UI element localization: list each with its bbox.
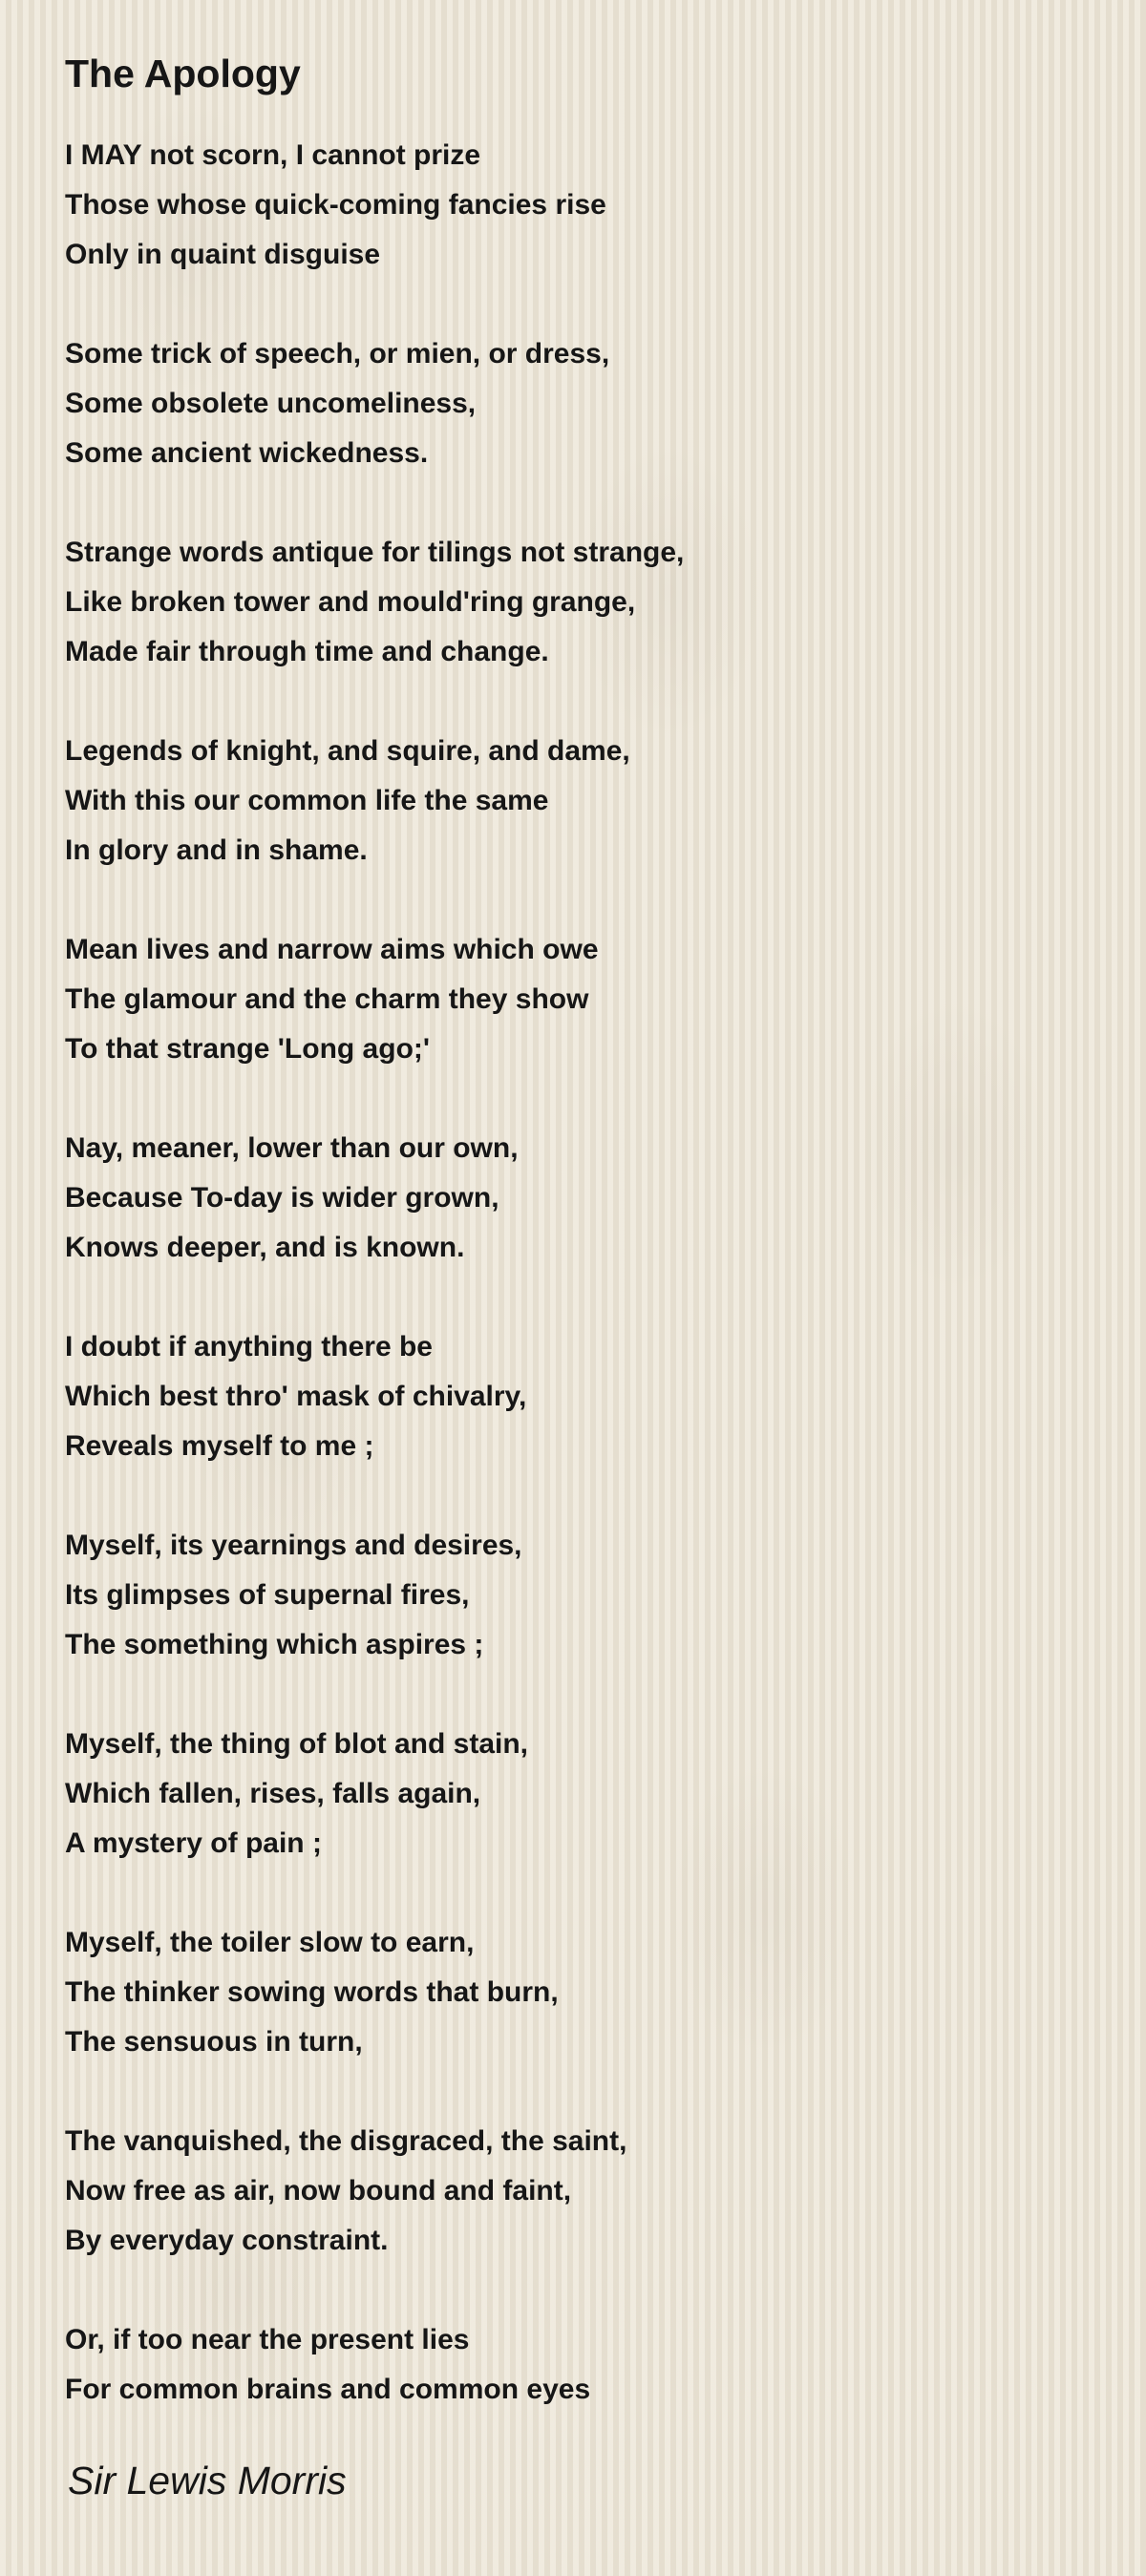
- stanza: [65, 2315, 1096, 2415]
- stanza: [65, 1521, 1096, 1670]
- stanza: [65, 131, 1096, 280]
- stanza: [65, 2117, 1096, 2266]
- poem-line: Legends of knight, and squire, and dame,: [65, 735, 630, 767]
- poem-line: Mean lives and narrow aims which owe: [65, 934, 599, 965]
- poem-line: Now free as air, now bound and faint,: [65, 2175, 572, 2206]
- stanza: [65, 1918, 1096, 2067]
- poem-line: The vanquished, the disgraced, the saint,: [65, 2125, 627, 2157]
- poem-page: [65, 46, 1096, 2508]
- poem-line: Some ancient wickedness.: [65, 437, 429, 469]
- poem-line: To that strange 'Long ago;': [65, 1033, 431, 1065]
- poem-line: The thinker sowing words that burn,: [65, 1976, 559, 2008]
- poem-line: Made fair through time and change.: [65, 636, 549, 667]
- poem-line: Some obsolete uncomeliness,: [65, 388, 477, 419]
- poem-line: The something which aspires ;: [65, 1629, 484, 1660]
- poem-line: Because To-day is wider grown,: [65, 1182, 499, 1214]
- poem-line: With this our common life the same: [65, 785, 549, 816]
- stanza: [65, 925, 1096, 1074]
- poem-title: The Apology: [65, 52, 301, 95]
- stanza: [65, 528, 1096, 677]
- poem-line: Which best thro' mask of chivalry,: [65, 1381, 527, 1412]
- poem-line: In glory and in shame.: [65, 834, 368, 866]
- stanza: [65, 727, 1096, 876]
- stanza: [65, 1720, 1096, 1869]
- poem-line: Myself, the toiler slow to earn,: [65, 1927, 475, 1958]
- poem-line: Its glimpses of supernal fires,: [65, 1579, 470, 1611]
- poem-line: Nay, meaner, lower than our own,: [65, 1132, 519, 1164]
- poem-line: Knows deeper, and is known.: [65, 1232, 465, 1263]
- stanza: [65, 1322, 1096, 1471]
- poem-line: Those whose quick-coming fancies rise: [65, 189, 606, 221]
- stanza: [65, 329, 1096, 478]
- poem-line: Some trick of speech, or mien, or dress,: [65, 338, 610, 370]
- poem-line: Or, if too near the present lies: [65, 2324, 470, 2355]
- poem-line: Which fallen, rises, falls again,: [65, 1778, 481, 1809]
- poem-line: Reveals myself to me ;: [65, 1430, 374, 1462]
- poem-line: Strange words antique for tilings not strange,: [65, 537, 685, 568]
- poem-author: Sir Lewis Morris: [68, 2459, 347, 2502]
- poem-line: The glamour and the charm they show: [65, 983, 589, 1015]
- stanza: [65, 1124, 1096, 1273]
- poem-line: By everyday constraint.: [65, 2225, 389, 2256]
- poem-line: Myself, the thing of blot and stain,: [65, 1728, 528, 1760]
- poem-line: Like broken tower and mould'ring grange,: [65, 586, 636, 618]
- poem-line: I doubt if anything there be: [65, 1331, 433, 1362]
- poem-line: Myself, its yearnings and desires,: [65, 1530, 522, 1561]
- poem-line: Only in quaint disguise: [65, 239, 381, 270]
- poem-line: I MAY not scorn, I cannot prize: [65, 139, 481, 171]
- poem-line: A mystery of pain ;: [65, 1827, 322, 1859]
- poem-line: For common brains and common eyes: [65, 2374, 591, 2405]
- poem-line: The sensuous in turn,: [65, 2026, 363, 2058]
